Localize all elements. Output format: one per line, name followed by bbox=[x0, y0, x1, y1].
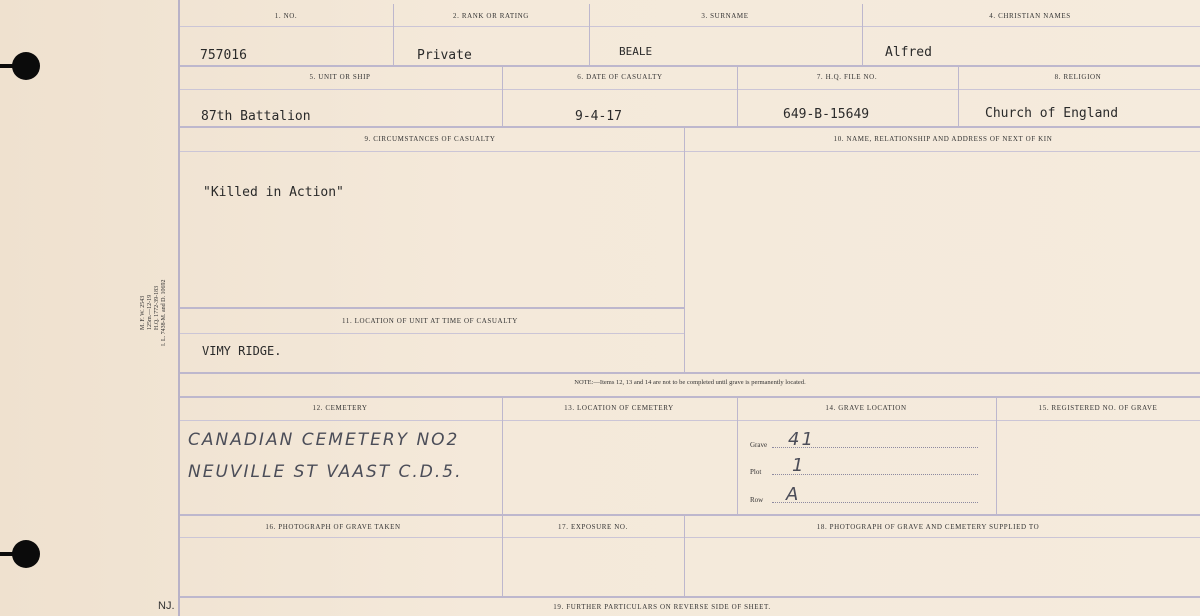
rule bbox=[502, 66, 503, 126]
field-label-registered-no: 15. REGISTERED NO. OF GRAVE bbox=[1038, 404, 1158, 412]
side-print-line: H.Q. 1772-39-183 bbox=[154, 285, 160, 330]
field-label-cemetery-location: 13. LOCATION OF CEMETERY bbox=[564, 404, 674, 412]
rule bbox=[502, 397, 503, 596]
field-label-photo-taken: 16. PHOTOGRAPH OF GRAVE TAKEN bbox=[265, 523, 401, 531]
rule bbox=[180, 372, 1200, 374]
field-label-circumstances: 9. CIRCUMSTANCES OF CASUALTY bbox=[364, 135, 496, 143]
rule bbox=[180, 307, 684, 309]
rule bbox=[393, 4, 394, 65]
punch-hole-bottom-slot bbox=[0, 552, 20, 556]
service-number: 757016 bbox=[200, 48, 247, 63]
cemetery-line-1: CANADIAN CEMETERY NO2 bbox=[188, 430, 460, 450]
rule bbox=[180, 537, 1200, 538]
rule bbox=[180, 420, 1200, 421]
field-label-cemetery: 12. CEMETERY bbox=[312, 404, 368, 412]
christian-names-value: Alfred bbox=[885, 45, 932, 60]
rule bbox=[180, 151, 1200, 152]
field-label-number: 1. NO. bbox=[274, 12, 298, 20]
grave-value: 41 bbox=[788, 429, 815, 450]
rule bbox=[180, 333, 684, 334]
row-value: A bbox=[786, 484, 801, 505]
rule bbox=[180, 596, 1200, 598]
rule bbox=[589, 4, 590, 65]
field-label-surname: 3. SURNAME bbox=[701, 12, 749, 20]
field-label-rank: 2. RANK OR RATING bbox=[453, 12, 529, 20]
cemetery-line-2: NEUVILLE ST VAAST C.D.5. bbox=[188, 462, 463, 482]
note-text: NOTE:—Items 12, 13 and 14 are not to be completed until grave is permanently located. bbox=[574, 379, 806, 386]
plot-value: 1 bbox=[792, 455, 806, 476]
field-label-christian-names: 4. CHRISTIAN NAMES bbox=[989, 12, 1071, 20]
rule bbox=[180, 89, 1200, 90]
side-print-line: M. F. W. 2543 bbox=[140, 295, 146, 330]
field-label-exposure: 17. EXPOSURE NO. bbox=[558, 523, 628, 531]
rule bbox=[180, 396, 1200, 398]
religion-value: Church of England bbox=[985, 106, 1119, 121]
rule bbox=[862, 4, 863, 65]
field-label-further-particulars: 19. FURTHER PARTICULARS ON REVERSE SIDE OF SHEET. bbox=[553, 603, 771, 611]
side-print-line: I. L. 7438-M. and D. 10692 bbox=[161, 279, 167, 346]
rule bbox=[737, 66, 738, 126]
date-of-casualty: 9-4-17 bbox=[575, 109, 622, 124]
punch-hole-top-slot bbox=[0, 64, 20, 68]
rule bbox=[180, 26, 1200, 27]
side-print-line: 125m.—12-19 bbox=[147, 294, 153, 330]
rule bbox=[180, 126, 1200, 128]
field-label-unit-location: 11. LOCATION OF UNIT AT TIME OF CASUALTY bbox=[342, 317, 518, 325]
surname-value: BEALE bbox=[619, 45, 653, 58]
field-label-grave-location: 14. GRAVE LOCATION bbox=[825, 404, 907, 412]
rule bbox=[958, 66, 959, 126]
field-label-religion: 8. RELIGION bbox=[1054, 73, 1102, 81]
field-label-unit: 5. UNIT OR SHIP bbox=[309, 73, 371, 81]
rule bbox=[684, 515, 685, 596]
rule bbox=[737, 397, 738, 514]
row-line bbox=[772, 502, 978, 503]
field-label-photo-supplied: 18. PHOTOGRAPH OF GRAVE AND CEMETERY SUPPLIED TO bbox=[816, 523, 1040, 531]
row-label: Row bbox=[750, 496, 764, 504]
file-number: 649-B-15649 bbox=[783, 107, 870, 122]
rule bbox=[996, 397, 997, 514]
grave-label: Grave bbox=[750, 441, 768, 449]
unit-value: 87th Battalion bbox=[201, 109, 311, 124]
field-label-date: 6. DATE OF CASUALTY bbox=[577, 73, 663, 81]
field-label-file-no: 7. H.Q. FILE NO. bbox=[816, 73, 878, 81]
plot-label: Plot bbox=[750, 468, 762, 476]
rule bbox=[180, 65, 1200, 67]
rank-value: Private bbox=[417, 48, 472, 63]
rule bbox=[180, 514, 1200, 516]
unit-location-value: VIMY RIDGE. bbox=[202, 344, 282, 358]
corner-initials: NJ. bbox=[158, 600, 175, 612]
field-label-next-of-kin: 10. NAME, RELATIONSHIP AND ADDRESS OF NEXT OF KIN bbox=[833, 135, 1053, 143]
rule bbox=[684, 127, 685, 372]
circumstances-value: "Killed in Action" bbox=[203, 185, 344, 200]
